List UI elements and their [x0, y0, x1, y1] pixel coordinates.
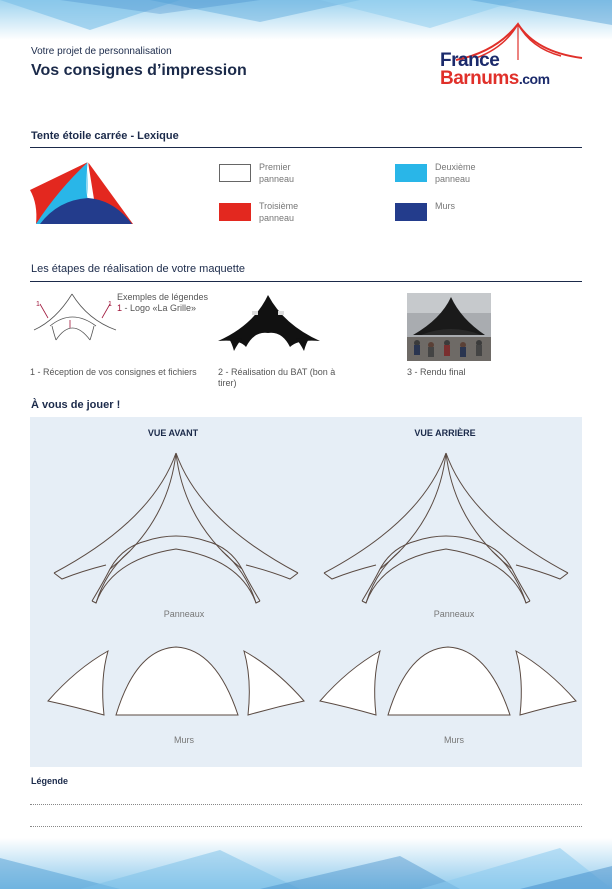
swatch-label-line2: panneau [435, 174, 471, 184]
steps-heading: Les étapes de réalisation de votre maquette [31, 263, 246, 275]
front-panels-caption: Panneaux [163, 609, 205, 619]
step-1-label [30, 367, 197, 378]
back-walls-caption: Murs [444, 735, 464, 745]
logo-text-barnums-word: Barnums [440, 68, 519, 89]
legend-example-number: 1 [117, 303, 123, 313]
steps-divider [30, 281, 582, 282]
legend-example-title: Exemples de légendes [117, 292, 209, 302]
swatch-label-line1: Murs [435, 201, 455, 211]
swatch-label-line1: Premier [259, 162, 291, 172]
lexicon-divider [30, 147, 582, 148]
front-walls-caption: Murs [174, 735, 194, 745]
step-label-line1: 2 - Réalisation du BAT (bon à [218, 367, 336, 377]
swatch-label-second-panel [435, 161, 495, 185]
document-subtitle: Votre projet de personnalisation [31, 46, 172, 57]
colored-tent-illustration [28, 160, 136, 226]
final-render-photo-illustration [407, 293, 491, 361]
legend-example-text: - Logo «La Grille» [122, 303, 197, 313]
back-panels-outline[interactable] [322, 451, 570, 607]
step1-tent-sketch [30, 290, 123, 342]
front-panels-outline[interactable] [52, 451, 300, 607]
swatch-label-line1: Troisième [259, 201, 299, 211]
front-walls-outline[interactable] [46, 639, 306, 719]
swatch-second-panel [395, 164, 427, 182]
step2-black-tent-illustration [216, 293, 322, 353]
swatch-label-third-panel [259, 200, 319, 224]
legend-line-1[interactable] [30, 804, 582, 805]
step3-final-render-photo [407, 293, 491, 361]
logo-text-com: .com [518, 71, 550, 87]
step-label-line2: tirer) [218, 378, 237, 388]
swatch-first-panel [219, 164, 251, 182]
step1-marker-left: 1 [36, 301, 40, 308]
swatch-label-line2: panneau [259, 174, 295, 184]
swatch-label-walls [435, 200, 495, 212]
logo-text-france: France [440, 50, 500, 71]
back-view-title: VUE ARRIÈRE [414, 428, 476, 438]
france-barnums-logo [436, 22, 586, 94]
step-label-line1: 1 - Réception de vos consignes et fichiers [30, 367, 197, 377]
swatch-walls [395, 203, 427, 221]
swatch-label-line2: panneau [259, 213, 295, 223]
swatch-label-first-panel [259, 161, 319, 185]
document-title: Vos consignes d’impression [31, 62, 247, 79]
step-3-label [407, 367, 466, 378]
step-label-line1: 3 - Rendu final [407, 367, 466, 377]
play-heading: À vous de jouer ! [31, 399, 121, 411]
swatch-third-panel [219, 203, 251, 221]
lexicon-heading: Tente étoile carrée - Lexique [31, 130, 179, 142]
legend-line-2[interactable] [30, 826, 582, 827]
step-2-label [218, 367, 335, 389]
back-walls-outline[interactable] [318, 639, 578, 719]
design-template-panel [30, 417, 582, 767]
swatch-label-line1: Deuxième [435, 162, 476, 172]
legend-example-item [117, 303, 196, 314]
bottom-decorative-banner [0, 838, 612, 889]
front-view-title: VUE AVANT [147, 428, 199, 438]
back-panels-caption: Panneaux [433, 609, 475, 619]
step1-marker-right: 1 [108, 301, 112, 308]
logo-text-barnums [440, 68, 550, 90]
legend-label: Légende [31, 776, 69, 786]
